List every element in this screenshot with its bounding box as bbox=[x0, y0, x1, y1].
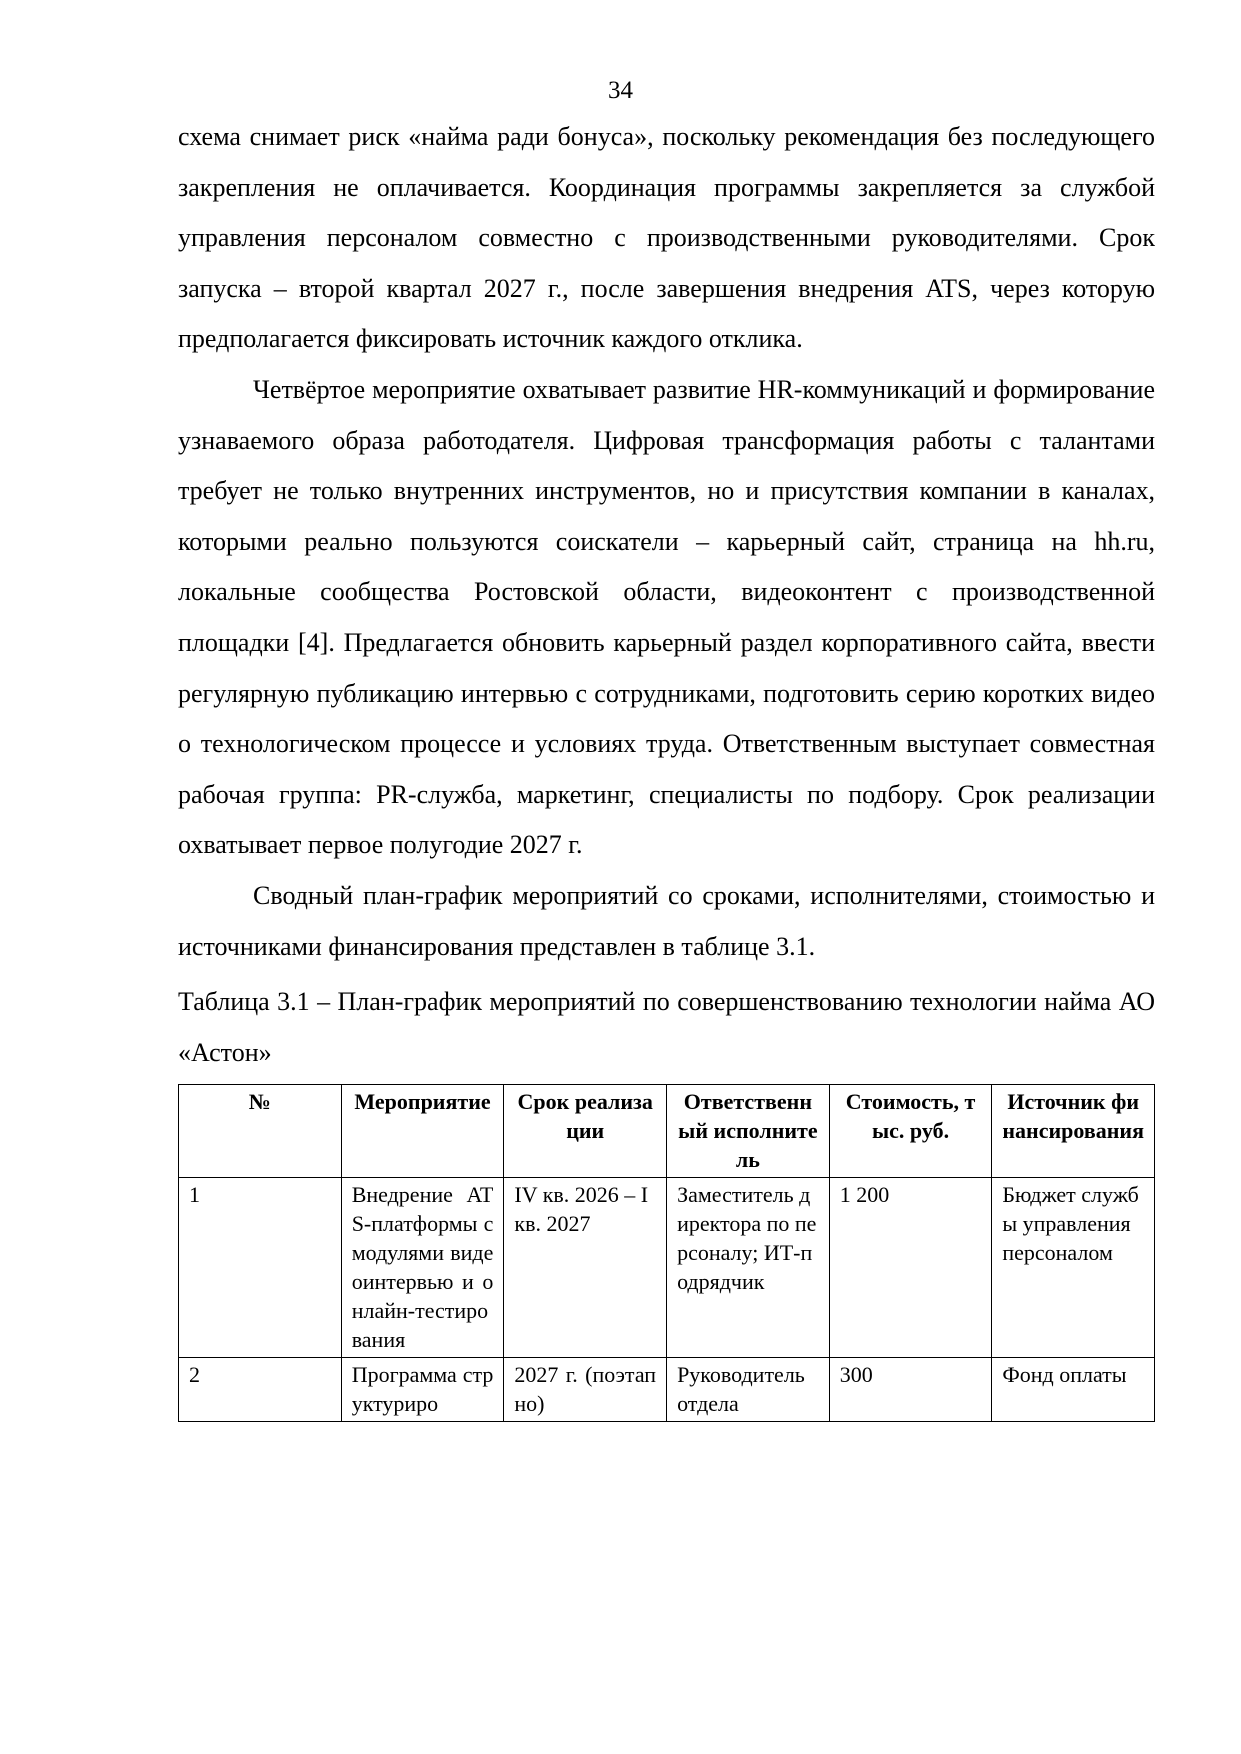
cell-event: Программа структуриро bbox=[341, 1358, 504, 1422]
header-source: Источник финансирования bbox=[992, 1085, 1155, 1178]
cell-term: IV кв. 2026 – I кв. 2027 bbox=[504, 1178, 667, 1358]
header-responsible: Ответственный исполнитель bbox=[667, 1085, 830, 1178]
cell-term: 2027 г. (поэтапно) bbox=[504, 1358, 667, 1422]
paragraph-3: Сводный план-график мероприятий со сроками, исполнителями, стоимостью и источниками финансирования представлен в таблице 3.1. bbox=[178, 880, 1155, 961]
header-cost: Стоимость, тыс. руб. bbox=[829, 1085, 992, 1178]
cell-source: Фонд оплаты bbox=[992, 1358, 1155, 1422]
paragraph-2: Четвёртое мероприятие охватывает развитие HR-коммуникаций и формирование узнаваемого образа работодателя. Цифровая трансформация работы с талантами требует не только внутренних инструментов, но и присутствия компании в каналах, которыми реально пользуются соискатели – карьерный сайт, страница на hh.ru, локальные сообщества Ростовской области, видеоконтент с производственной площадки [4]. Предлагается обновить карьерный раздел корпоративного сайта, ввести регулярную публикацию интервью с сотрудниками, подготовить серию коротких видео о технологическом процессе и условиях труда. Ответственным выступает совместная рабочая группа: PR-служба, маркетинг, специалисты по подбору. Срок реализации охватывает первое полугодие 2027 г. bbox=[178, 374, 1155, 860]
cell-event: Внедрение ATS-платформы с модулями видеоинтервью и онлайн-тестирования bbox=[341, 1178, 504, 1358]
page-number: 34 bbox=[608, 77, 633, 104]
header-term: Срок реализации bbox=[504, 1085, 667, 1178]
header-event: Мероприятие bbox=[341, 1085, 504, 1178]
cell-source: Бюджет службы управления персоналом bbox=[992, 1178, 1155, 1358]
cell-cost: 1 200 bbox=[829, 1178, 992, 1358]
paragraph-1: схема снимает риск «найма ради бонуса», поскольку рекомендация без последующего закрепления не оплачивается. Координация программы закрепляется за службой управления персоналом совместно с производственными руководителями. Срок запуска – второй квартал 2027 г., после завершения внедрения ATS, через которую предполагается фиксировать источник каждого отклика. bbox=[178, 122, 1155, 354]
cell-num: 1 bbox=[179, 1178, 342, 1358]
table-caption: Таблица 3.1 – План-график мероприятий по совершенствованию технологии найма АО «Астон» bbox=[178, 987, 1155, 1067]
table-row bbox=[179, 1178, 1155, 1358]
cell-responsible: Заместитель директора по персоналу; ИТ-подрядчик bbox=[667, 1178, 830, 1358]
table-row bbox=[179, 1358, 1155, 1422]
plan-table bbox=[178, 1084, 1155, 1422]
header-num: № bbox=[179, 1085, 342, 1178]
cell-cost: 300 bbox=[829, 1358, 992, 1422]
table-header-row bbox=[179, 1085, 1155, 1178]
document-body bbox=[178, 112, 1155, 1422]
cell-num: 2 bbox=[179, 1358, 342, 1422]
cell-responsible: Руководитель отдела bbox=[667, 1358, 830, 1422]
